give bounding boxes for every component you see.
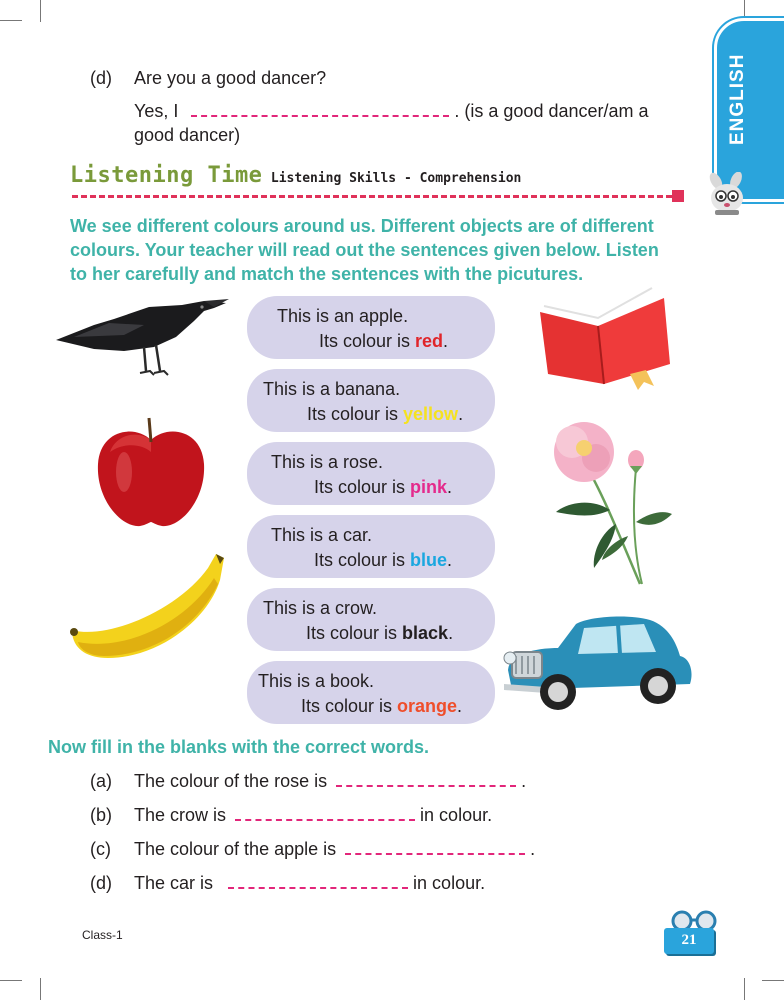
colour-word: red	[415, 331, 444, 351]
sentence-pill	[247, 661, 495, 724]
item-after: in colour.	[415, 805, 493, 825]
sentence-pill	[247, 442, 495, 505]
colour-word: blue	[410, 550, 448, 570]
answer-blank[interactable]	[228, 875, 408, 889]
book-picture[interactable]	[534, 284, 674, 392]
item-text: The colour of the apple is	[134, 839, 337, 859]
section-heading	[70, 163, 521, 188]
fill-blanks-title: Now fill in the blanks with the correct words.	[48, 737, 430, 757]
answer-blank[interactable]	[191, 103, 449, 117]
fill-item	[134, 771, 526, 792]
instruction-line: to her carefully and match the sentences with the picutures.	[70, 264, 584, 284]
item-number: (a)	[90, 771, 112, 791]
answer-prefix: Yes, I	[134, 101, 179, 121]
crop-mark	[0, 20, 22, 21]
sentence-pill	[247, 588, 495, 651]
sentence-prefix: Its colour is	[314, 477, 411, 497]
car-picture[interactable]	[500, 612, 696, 720]
crop-mark	[0, 980, 22, 981]
section-title: Listening Time	[70, 163, 263, 188]
class-label: Class-1	[82, 928, 123, 942]
sentence-prefix: Its colour is	[319, 331, 416, 351]
rose-picture[interactable]	[532, 412, 678, 586]
sentence-line1: This is a crow.	[263, 598, 378, 618]
item-text: The crow is	[134, 805, 227, 825]
item-text: The colour of the rose is	[134, 771, 328, 791]
item-number: (d)	[90, 873, 112, 893]
question-text: Are you a good dancer?	[134, 68, 327, 88]
sentence-line2	[314, 550, 452, 571]
sentence-line1: This is a book.	[258, 671, 375, 691]
crop-mark	[762, 980, 784, 981]
crop-mark	[744, 978, 745, 1000]
answer-line	[134, 101, 649, 122]
fill-item	[134, 805, 492, 826]
item-text: The car is	[134, 873, 214, 893]
sentence-end: .	[443, 331, 449, 351]
page-number: 21	[681, 932, 697, 948]
item-after: .	[516, 771, 527, 791]
sentence-line2	[301, 696, 462, 717]
colour-word: yellow	[403, 404, 459, 424]
instruction-line: colours. Your teacher will read out the sentences given below. Listen	[70, 240, 659, 260]
sentence-end: .	[447, 550, 453, 570]
answer-blank[interactable]	[235, 807, 415, 821]
sentence-end: .	[458, 404, 464, 424]
crow-picture[interactable]	[54, 295, 234, 380]
fill-item	[134, 873, 485, 894]
section-subtitle: Listening Skills - Comprehension	[270, 171, 522, 186]
section-divider	[72, 195, 672, 198]
item-number: (c)	[90, 839, 111, 859]
sentence-prefix: Its colour is	[306, 623, 403, 643]
sentence-end: .	[457, 696, 463, 716]
crop-mark	[40, 0, 41, 22]
item-after: .	[525, 839, 536, 859]
colour-word: orange	[397, 696, 458, 716]
apple-picture[interactable]	[94, 412, 208, 530]
sentence-prefix: Its colour is	[314, 550, 411, 570]
sentence-line1: This is a car.	[271, 525, 373, 545]
sentence-line1: This is an apple.	[277, 306, 409, 326]
colour-word: black	[402, 623, 449, 643]
instruction-line: We see different colours around us. Different objects are of different	[70, 216, 654, 236]
sentence-end: .	[447, 477, 453, 497]
sentence-pill	[247, 515, 495, 578]
sentence-line1: This is a rose.	[271, 452, 384, 472]
crop-mark	[40, 978, 41, 1000]
page-number-badge	[664, 928, 714, 954]
question-number: (d)	[90, 68, 112, 88]
item-after: in colour.	[408, 873, 486, 893]
sentence-end: .	[448, 623, 454, 643]
sentence-line2	[307, 404, 463, 425]
side-tab-label: ENGLISH	[727, 53, 748, 145]
sentence-line1: This is a banana.	[263, 379, 401, 399]
banana-picture[interactable]	[68, 550, 232, 662]
sentence-prefix: Its colour is	[307, 404, 404, 424]
divider-end-square	[672, 190, 684, 202]
item-number: (b)	[90, 805, 112, 825]
sentence-pill	[247, 296, 495, 359]
sentence-line2	[306, 623, 453, 644]
answer-blank[interactable]	[336, 773, 516, 787]
sentence-line2	[314, 477, 452, 498]
rabbit-mascot-icon	[703, 172, 751, 216]
sentence-pill	[247, 369, 495, 432]
sentence-prefix: Its colour is	[301, 696, 398, 716]
answer-line-2: good dancer)	[134, 125, 241, 145]
answer-blank[interactable]	[345, 841, 525, 855]
answer-suffix: . (is a good dancer/am a	[454, 101, 649, 121]
colour-word: pink	[410, 477, 448, 497]
fill-item	[134, 839, 535, 860]
sentence-line2	[319, 331, 448, 352]
